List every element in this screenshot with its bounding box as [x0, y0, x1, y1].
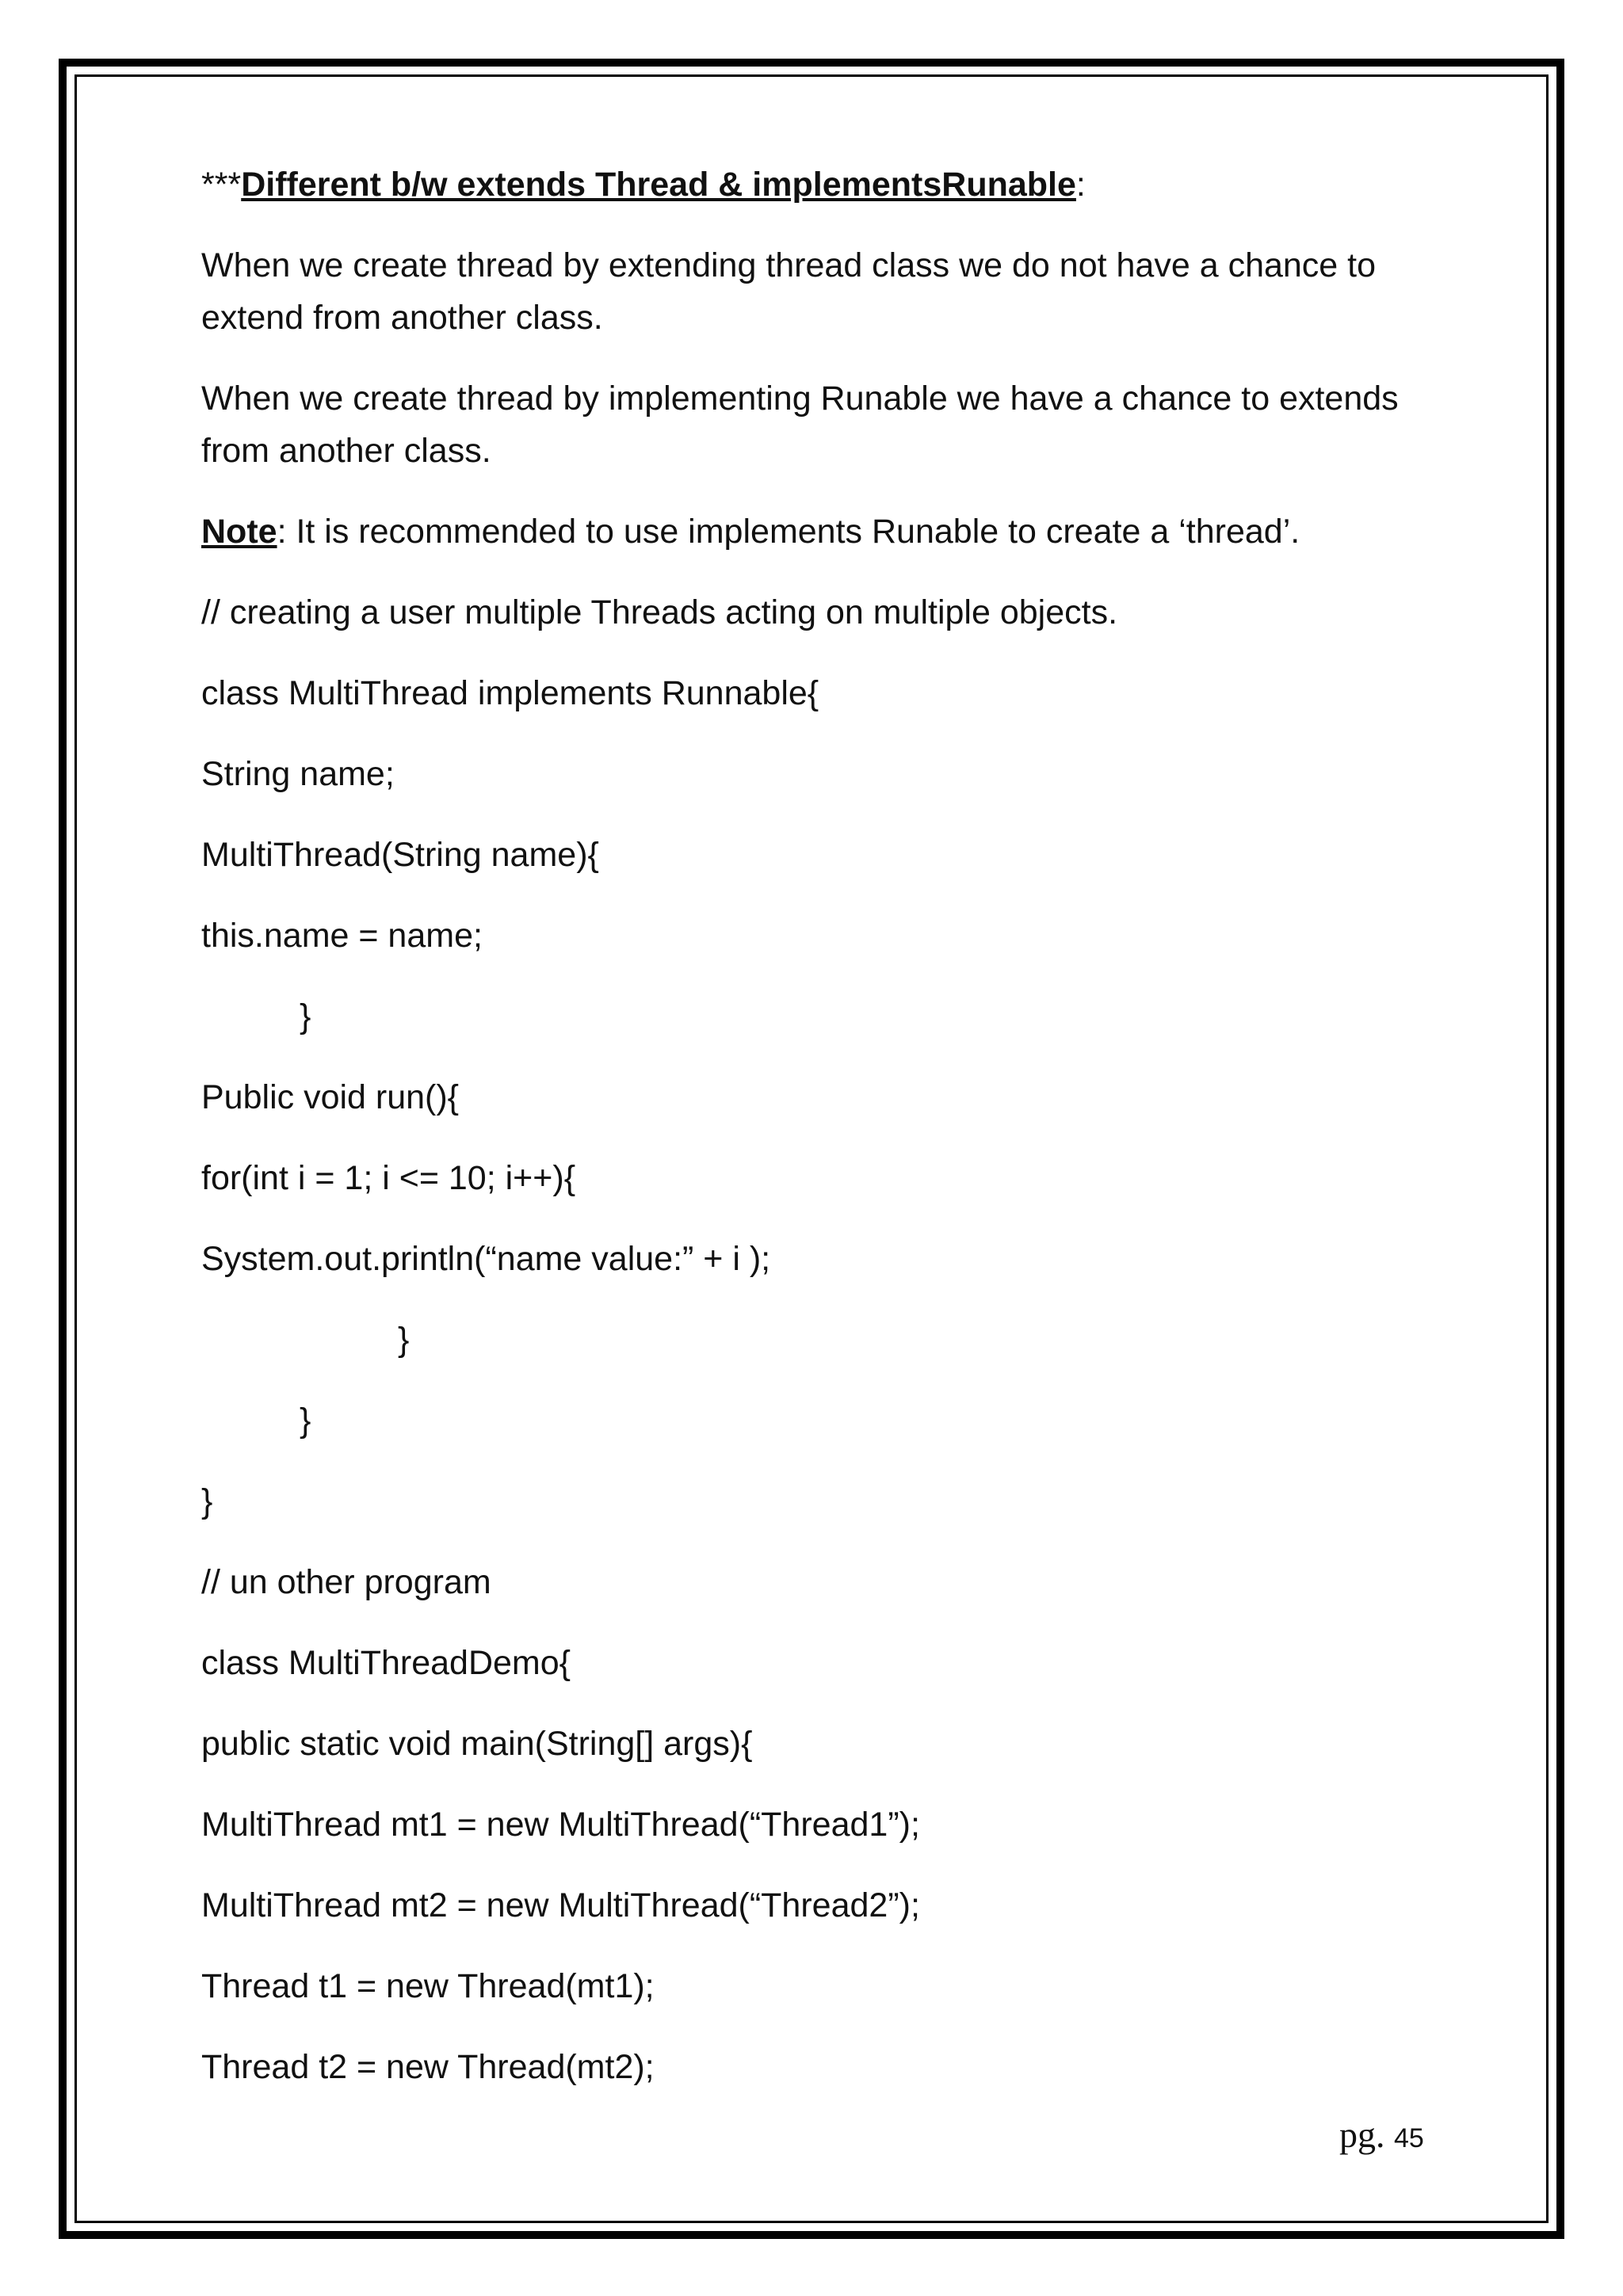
code-line: Thread t2 = new Thread(mt2);	[201, 2048, 655, 2086]
code-line: }	[398, 1321, 410, 1359]
code-line: }	[300, 1402, 311, 1440]
code-line: this.name = name;	[201, 917, 483, 955]
code-line-comment: // un other program	[201, 1563, 491, 1601]
code-line: public static void main(String[] args){	[201, 1725, 753, 1763]
heading-title: Different b/w extends Thread & implementsRunable	[241, 166, 1076, 204]
code-line: Thread t1 = new Thread(mt1);	[201, 1967, 655, 2005]
code-line: Public void run(){	[201, 1078, 460, 1116]
section-heading	[201, 158, 1438, 211]
page-content	[201, 158, 1438, 2122]
code-line: MultiThread mt2 = new MultiThread(“Thread2”);	[201, 1886, 920, 1924]
note-text: : It is recommended to use implements Runable to create a ‘thread’.	[277, 513, 1300, 551]
code-line: MultiThread(String name){	[201, 836, 599, 874]
note-label: Note	[201, 513, 277, 551]
code-line: }	[201, 1482, 213, 1520]
code-line: }	[300, 997, 311, 1035]
code-line: for(int i = 1; i <= 10; i++){	[201, 1159, 576, 1197]
code-line: MultiThread mt1 = new MultiThread(“Thread1”);	[201, 1806, 920, 1844]
code-line-comment: // creating a user multiple Threads acting on multiple objects.	[201, 593, 1118, 631]
page-number-value: 45	[1394, 2123, 1424, 2153]
code-line: class MultiThreadDemo{	[201, 1644, 571, 1682]
paragraph-extends: When we create thread by extending thread class we do not have a chance to extend from another class.	[201, 246, 1377, 337]
code-line: System.out.println(“name value:” + i );	[201, 1240, 771, 1278]
page-label: pg.	[1339, 2115, 1385, 2155]
code-line: class MultiThread implements Runnable{	[201, 674, 819, 712]
page-number	[1339, 2114, 1424, 2156]
heading-prefix: ***	[201, 166, 242, 204]
heading-suffix: :	[1075, 166, 1086, 204]
code-line: String name;	[201, 755, 395, 793]
paragraph-implements: When we create thread by implementing Runable we have a chance to extends from another class.	[201, 379, 1399, 470]
note-paragraph	[201, 505, 1438, 558]
